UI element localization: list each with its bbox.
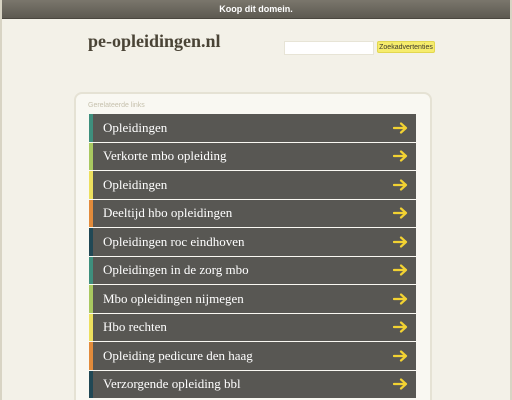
arrow-right-icon [393, 236, 408, 248]
related-link-label: Opleidingen in de zorg mbo [103, 262, 249, 278]
arrow-right-icon [393, 207, 408, 219]
buy-domain-link[interactable]: Koop dit domein. [219, 4, 293, 14]
link-accent [89, 285, 93, 313]
related-link[interactable] [89, 342, 416, 371]
related-links-list [89, 114, 416, 399]
related-link[interactable] [89, 228, 416, 257]
related-link-label: Deeltijd hbo opleidingen [103, 205, 233, 221]
top-bar [2, 0, 510, 19]
link-accent [89, 257, 93, 285]
related-link[interactable] [89, 285, 416, 314]
related-link[interactable] [89, 371, 416, 400]
related-link-label: Opleiding pedicure den haag [103, 347, 253, 363]
related-link[interactable] [89, 114, 416, 143]
arrow-right-icon [393, 378, 408, 390]
arrow-right-icon [393, 350, 408, 362]
link-accent [89, 200, 93, 228]
link-accent [89, 143, 93, 171]
search-button[interactable]: Zoekadvertenties [377, 41, 435, 53]
arrow-right-icon [393, 321, 408, 333]
arrow-right-icon [393, 179, 408, 191]
related-link[interactable] [89, 171, 416, 200]
related-links-label: Gerelateerde links [88, 102, 145, 109]
related-link[interactable] [89, 143, 416, 172]
arrow-right-icon [393, 264, 408, 276]
link-accent [89, 228, 93, 256]
link-accent [89, 371, 93, 399]
related-link[interactable] [89, 200, 416, 229]
arrow-right-icon [393, 293, 408, 305]
arrow-right-icon [393, 122, 408, 134]
link-accent [89, 114, 93, 142]
related-link[interactable] [89, 314, 416, 343]
link-accent [89, 342, 93, 370]
arrow-right-icon [393, 150, 408, 162]
related-link-label: Opleidingen [103, 119, 168, 135]
link-accent [89, 314, 93, 342]
related-link[interactable] [89, 257, 416, 286]
related-link-label: Verzorgende opleiding bbl [103, 376, 241, 392]
related-link-label: Verkorte mbo opleiding [103, 148, 227, 164]
related-link-label: Mbo opleidingen nijmegen [103, 290, 244, 306]
search-input[interactable] [284, 41, 374, 55]
link-accent [89, 171, 93, 199]
related-link-label: Opleidingen [103, 176, 168, 192]
domain-title: pe-opleidingen.nl [88, 31, 221, 51]
related-link-label: Opleidingen roc eindhoven [103, 233, 245, 249]
related-link-label: Hbo rechten [103, 319, 167, 335]
